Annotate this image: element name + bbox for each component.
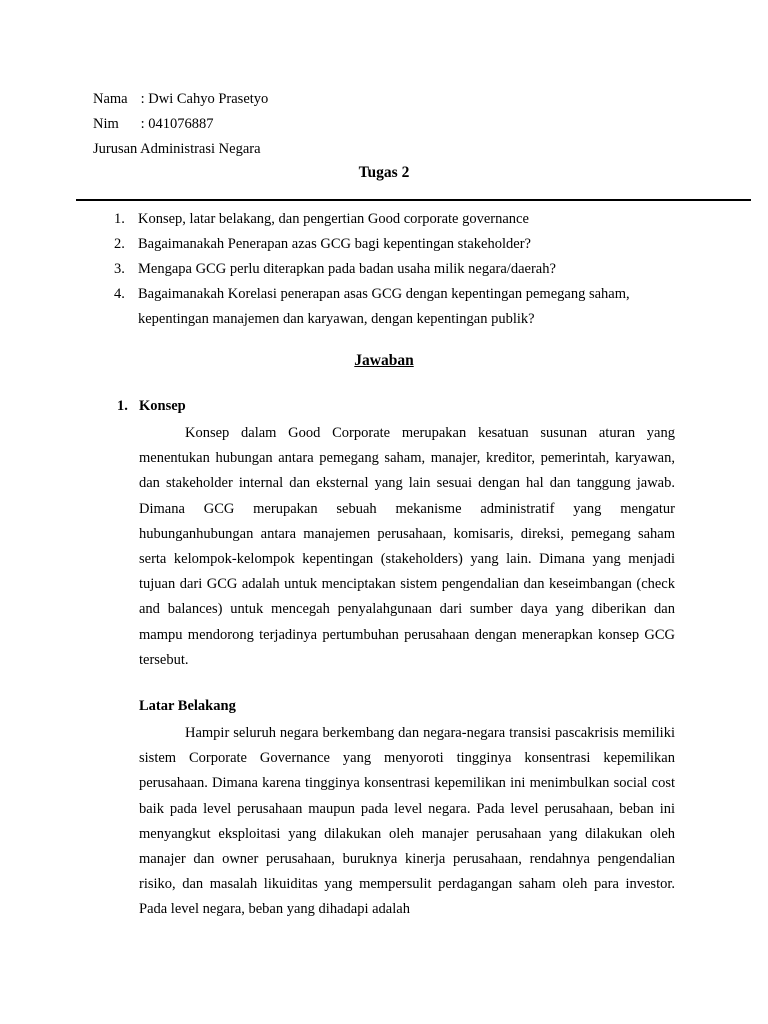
question-text: Konsep, latar belakang, dan pengertian Good corporate governance xyxy=(138,211,529,227)
student-info xyxy=(93,87,268,162)
question-number: 4. xyxy=(114,286,125,302)
nim-label: Nim xyxy=(93,116,119,132)
question-item xyxy=(114,257,678,282)
nim-value: : 041076887 xyxy=(140,116,214,132)
question-item xyxy=(114,207,678,232)
question-text: Mengapa GCG perlu diterapkan pada badan usaha milik negara/daerah? xyxy=(138,261,556,277)
section-heading-text: Konsep xyxy=(139,398,186,414)
name-value: : Dwi Cahyo Prasetyo xyxy=(140,91,269,107)
nim-row xyxy=(93,112,268,137)
question-item xyxy=(114,282,678,332)
assignment-title: Tugas 2 xyxy=(358,164,410,181)
answer-title: Jawaban xyxy=(354,352,414,369)
latar-belakang-paragraph: Hampir seluruh negara berkembang dan negara-negara transisi pascakrisis memiliki sistem Corporate Governance yang menyoroti tingginya konsentrasi kepemilikan perusahaan. Dimana karena tingginya konsentrasi kepemilikan ini menimbulkan social cost baik pada level perusahaan maupun pada level negara. Pada level perusahaan, beban ini menyangkut eksploitasi yang dilakukan oleh manajer perusahaan yang dilakukan oleh manajer dan owner perusahaan, buruknya kinerja perusahaan, rendahnya pengendalian risiko, dan masalah likuiditas yang mempersulit perdagangan saham oleh para investor. Pada level negara, beban yang dihadapi adalah xyxy=(139,725,675,918)
question-number: 2. xyxy=(114,236,125,252)
question-number: 3. xyxy=(114,261,125,277)
question-number: 1. xyxy=(114,211,125,227)
department-text: Jurusan Administrasi Negara xyxy=(93,141,261,157)
question-text: Bagaimanakah Penerapan azas GCG bagi kepentingan stakeholder? xyxy=(138,236,531,252)
section-heading-konsep xyxy=(117,398,186,415)
konsep-paragraph: Konsep dalam Good Corporate merupakan kesatuan susunan aturan yang menentukan hubungan antara pemegang saham, manajer, kreditor, pemerintah, karyawan, dan stakeholder internal dan eksternal yang lain sesuai dengan hal dan tanggung jawab. Dimana GCG merupakan sebuah mekanisme administratif yang mengatur hubunganhubungan antara manajemen perusahaan, komisaris, direksi, pemegang saham serta kelompok-kelompok kepentingan (stakeholders) yang lain. Dimana yang menjadi tujuan dari GCG adalah untuk menciptakan sistem pengendalian dan keseimbangan (check and balances) untuk mencegah penyalahgunaan dari sumber daya yang diberikan dan mampu mendorong terjadinya pertumbuhan perusahaan dengan menerapkan konsep GCG tersebut. xyxy=(139,425,675,668)
section-number: 1. xyxy=(117,398,128,414)
department-row xyxy=(93,137,268,162)
name-row xyxy=(93,87,268,112)
name-label: Nama xyxy=(93,91,128,107)
section-heading-latar-belakang: Latar Belakang xyxy=(139,698,236,714)
question-text: Bagaimanakah Korelasi penerapan asas GCG dengan kepentingan pemegang saham, kepentingan manajemen dan karyawan, dengan kepentingan publik? xyxy=(138,286,630,327)
question-list xyxy=(114,207,678,332)
question-item xyxy=(114,232,678,257)
horizontal-rule xyxy=(76,199,751,201)
